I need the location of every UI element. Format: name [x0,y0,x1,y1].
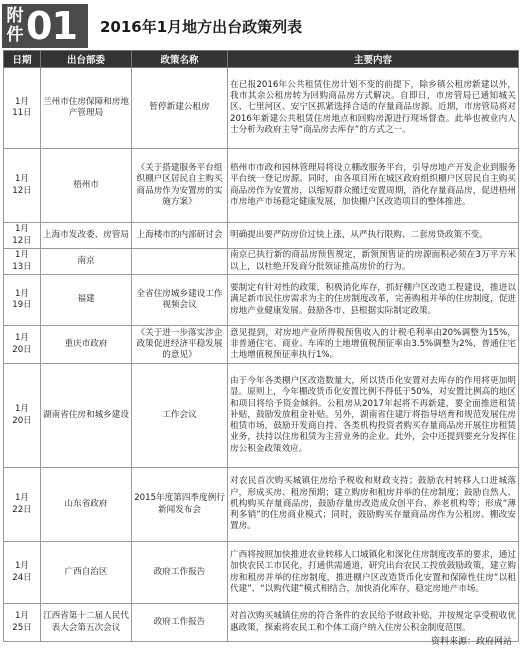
policy-name-cell: 暂停新建公租房 [132,68,228,149]
content-cell: 南京已执行新的商品房预售规定，新领预售证的房源面积必须在3万平方米以上，以杜绝开发商分批领证推高房价的行为。 [228,249,519,275]
date-day: 19日 [12,300,32,310]
date-month: 1月 [14,561,30,572]
table-row [4,468,519,542]
department-cell: 上海市发改委、房管局 [41,223,132,249]
policy-name-cell: 《关于进一步落实涉企政策促进经济平稳发展的意见》 [132,326,228,364]
date-month: 1月 [14,404,30,415]
date-month: 1月 [14,333,30,344]
date-month: 1月 [14,96,30,107]
date-day: 22日 [12,504,32,515]
date-day: 20日 [12,415,32,426]
date-month: 1月 [14,174,30,185]
appendix-badge-label: 附件 [6,6,24,45]
date-month: 1月 [14,288,30,299]
table-row [4,68,519,149]
content-cell: 由于今年各类棚户区改造数量大，所以货币化安置对去库存的作用将更加明显。原则上，今年棚改货币化安置比例不得低于50%，对安置比例高的地区和项目将给予资金倾斜。公租房从2017年起将不再新建，要全面推进租赁补贴，鼓励发放租金补贴。另外，湖南省住建厅将指导培育和规范发展住房租赁市场，鼓励开发商自持、各类机构投资者购买存量商品房开展住房租赁业务，扶持以住房租赁为主营业务的企业。此外，会中还提到要充分发挥住房公积金政策效应。 [228,364,519,468]
date-month: 1月 [14,493,30,504]
date-month: 1月 [14,250,30,261]
content-cell: 梧州市市政和园林管理局将设立棚改服务平台，引导房地产开发企业到服务平台统一登记房源。同时，由各项目所在城区政府组织棚户区居民自主购买商品房作为安置房，以缩短群众搬迁安置周期，消化存量商品房，促进梧州市房地产市场稳定健康发展，加快棚户区改造项目的整体推进。 [228,149,519,223]
content-cell: 明确提出要严防房价过快上涨，从严执行限购、二套房贷政策不变。 [228,223,519,249]
source-note: 资料来源：政府网站 [430,637,512,647]
column-header-department: 出台部委 [41,51,132,68]
policy-name-cell: 全省住房城乡建设工作视频会议 [132,275,228,326]
content-cell: 广西将按照加快推进农业转移人口城镇化和深化住房制度改革的要求，通过加快农民工市民化，打通供需通道，研究出台农民工投放鼓励政策，建立购房和租房并举的住房制度，推进棚户区改造货币化安置和保障性住房“以租代建”、“以购代建”模式相结合，加快消化库存，稳定房地产市场。 [228,542,519,604]
date-day: 24日 [12,572,32,583]
date-day: 12日 [12,235,32,246]
department-cell: 江西省第十二届人民代表大会第五次会议 [41,604,132,642]
content-cell: 对农民首次购买城镇住房给予税收和财政支持；鼓励农村转移人口进城落户，形成买房、租房预期；建立购房和租房并举的住房制度；鼓励自然人、机构购买存量商品房，鼓励存量房改造成众创平台、养老机构等；形成“薄利多销”的住房商业模式；同时，鼓励购买存量商品房作为公租房、棚改安置房。 [228,468,519,542]
department-cell: 山东省政府 [41,468,132,542]
page-title: 2016年1月地方出台政策列表 [100,18,303,36]
column-header-content: 主要内容 [228,51,519,68]
department-cell: 福建 [41,275,132,326]
date-cell [4,275,41,326]
table-row [4,149,519,223]
column-header-policy: 政策名称 [132,51,228,68]
date-day: 12日 [12,185,32,196]
policy-name-cell: 政府工作报告 [132,542,228,604]
table-row [4,275,519,326]
table-row [4,249,519,275]
policy-name-cell: 上海楼市的内部研讨会 [132,223,228,249]
table-row [4,542,519,604]
date-cell [4,223,41,249]
date-month: 1月 [14,224,30,235]
policy-name-cell: 工作会议 [132,364,228,468]
policy-name-cell: 政府工作报告 [132,604,228,642]
department-cell: 南京 [41,249,132,275]
date-day: 25日 [12,622,32,633]
policy-table [3,50,519,642]
table-header-row [4,51,519,68]
date-cell [4,326,41,364]
date-cell [4,249,41,275]
date-day: 20日 [12,344,32,355]
department-cell: 广西自治区 [41,542,132,604]
date-cell [4,604,41,642]
date-month: 1月 [14,611,30,622]
department-cell: 湖南省住房和城乡建设 [41,364,132,468]
content-cell: 意见提到，对房地产业所得税预售收入的计税毛利率由20%调整为15%，非普通住宅、商业、车库的土地增值税预征率由3.5%调整为2%，普通住宅土地增值税预征率执行1%。 [228,326,519,364]
appendix-badge-number: 01 [26,4,77,48]
table-row [4,223,519,249]
policy-name-cell: 《关于搭建服务平台组织棚户区居民自主购买商品房作为安置房的实施方案》 [132,149,228,223]
department-cell: 重庆市政府 [41,326,132,364]
department-cell: 梧州市 [41,149,132,223]
column-header-date: 日期 [4,51,41,68]
content-cell: 对首次购买城镇住房的符合条件的农民给予财政补贴，并按规定享受税收优惠政策，探索将农民工和个体工商户纳入住房公积金制度范围。 [228,604,519,642]
content-cell: 要制定有针对性的政策，积极消化库存，抓好棚户区改造工程建设，推进以满足新市民住房需求为主的住房制度改革，完善购租并举的住房制度，促进房地产业健康发展。鼓励各市、县根据实际制定政策。 [228,275,519,326]
table-row [4,364,519,468]
date-cell [4,68,41,149]
page-header [0,0,520,52]
appendix-badge [2,4,88,48]
department-cell: 兰州市住房保障和房地产管理局 [41,68,132,149]
date-cell [4,364,41,468]
policy-name-cell: 2015年度第四季度例行新闻发布会 [132,468,228,542]
policy-name-cell [132,249,228,275]
date-day: 11日 [12,108,32,118]
table-row [4,326,519,364]
content-cell: 在已报2016年公共租赁住房计划不变的前提下，除乡镇公租房新建以外，我市其余公租房转为回购商品房方式解决。自即日，市房管局已通知城关区、七里河区、安宁区抓紧选择合适的存量商品房源。近期，市房管局将对2016年新建公共租赁住房地点和回购房源进行现场督查。此举也被业内人士分析为政府主导“商品房去库存”的方式之一。 [228,68,519,149]
date-cell [4,542,41,604]
date-cell [4,468,41,542]
date-day: 13日 [12,261,32,272]
date-cell [4,149,41,223]
